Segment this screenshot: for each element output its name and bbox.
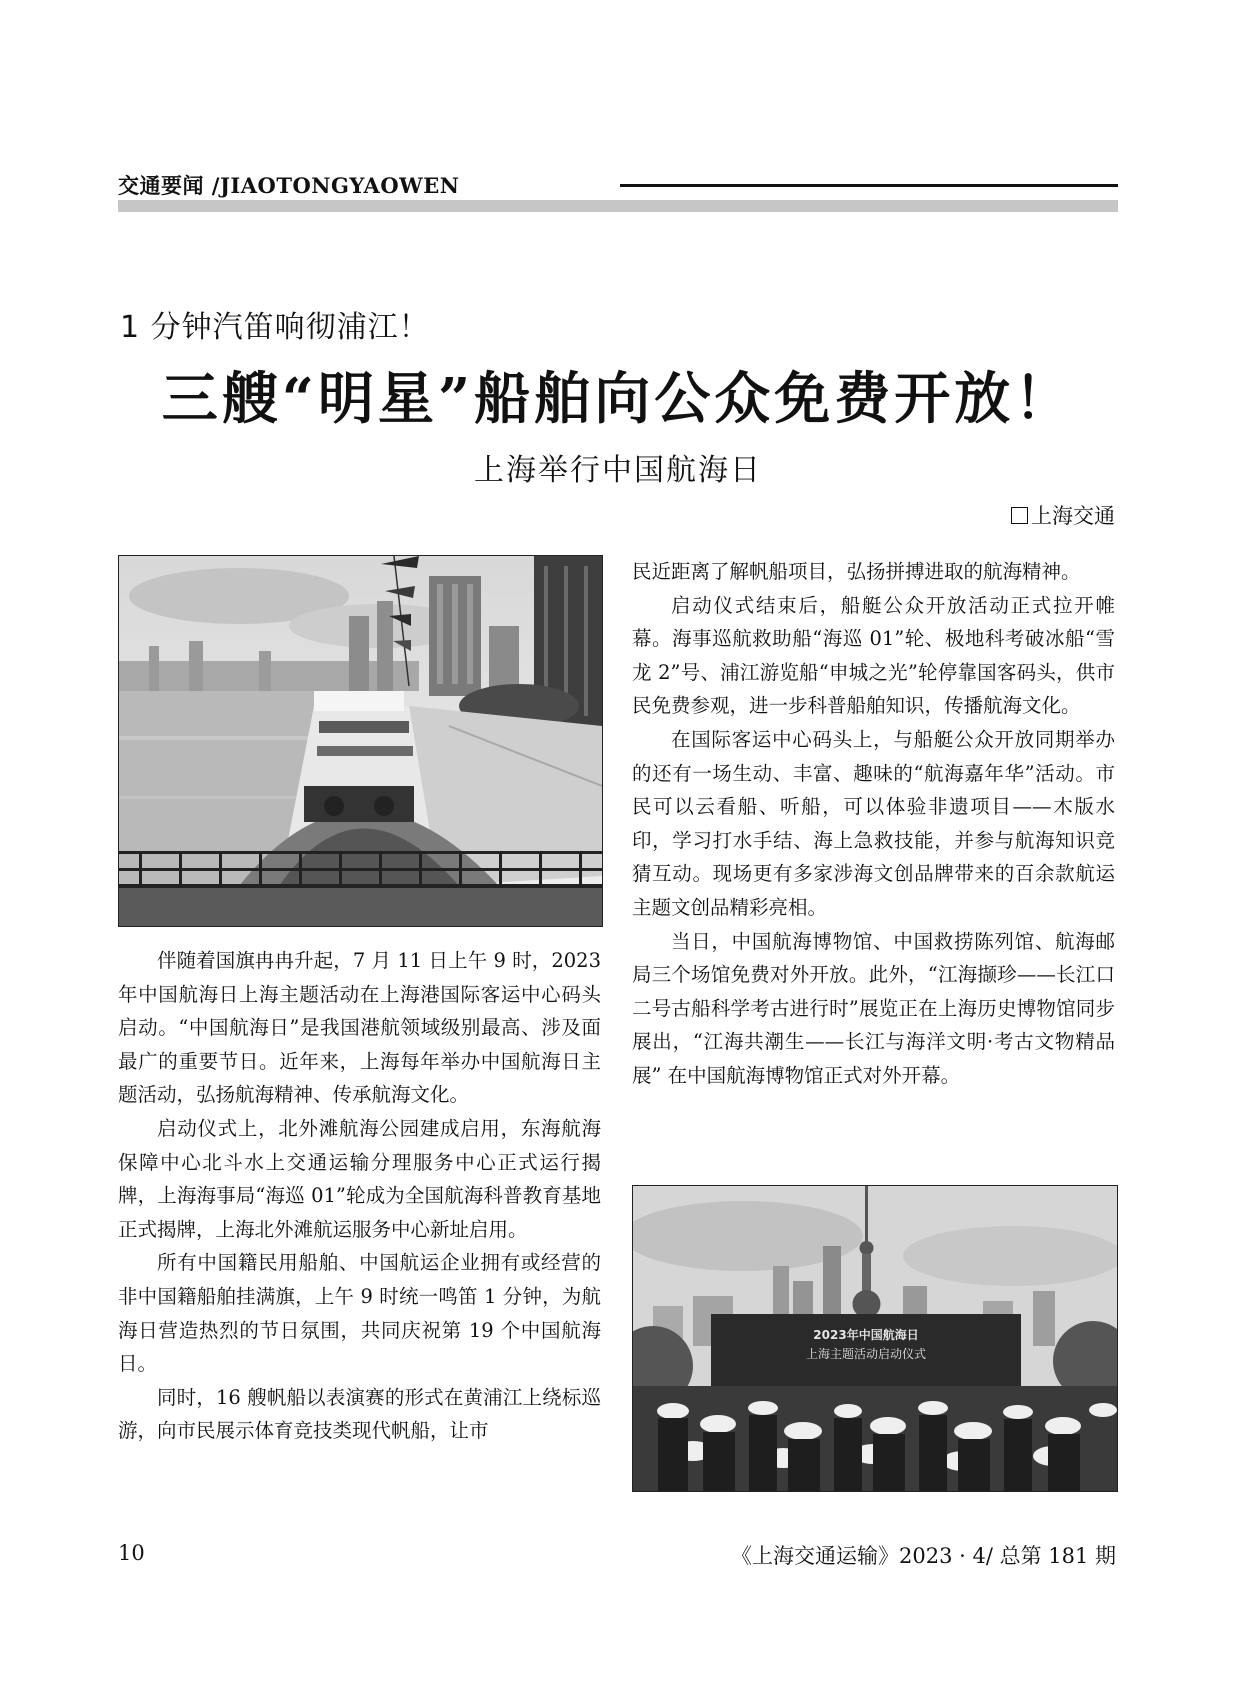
section-label: 交通要闻 /JIAOTONGYAOWEN	[118, 173, 460, 198]
paragraph: 当日，中国航海博物馆、中国救捞陈列馆、航海邮局三个场馆免费对外开放。此外，“江海撷珍——长江口二号古船科学考古进行时”展览正在上海历史博物馆同步展出，“江海共潮生——长江与海洋文明·考古文物精品展” 在中国航海博物馆正式对外开幕。	[632, 929, 1115, 1087]
ceremony-banner-line1: 2023年中国航海日	[813, 1328, 919, 1342]
article-body-right	[632, 555, 1115, 1093]
article-kicker: 1 分钟汽笛响彻浦江！	[120, 310, 430, 345]
article-subtitle: 上海举行中国航海日	[474, 453, 762, 488]
ceremony-photo	[632, 1185, 1118, 1492]
section-header	[118, 170, 1118, 196]
header-rule	[620, 184, 1118, 187]
ship-deck-photo	[118, 555, 603, 927]
paragraph: 伴随着国旗冉冉升起，7 月 11 日上午 9 时，2023 年中国航海日上海主题活动在上海港国际客运中心码头启动。“中国航海日”是我国港航领域级别最高、涉及面最广的重要节日。近年来，上海每年举办中国航海日主题活动，弘扬航海精神、传承航海文化。	[118, 949, 601, 1107]
byline-box-icon	[1011, 507, 1028, 524]
paragraph-continuation: 民近距离了解帆船项目，弘扬拼搏进取的航海精神。	[632, 560, 1081, 583]
article-body-left	[118, 944, 601, 1448]
paragraph: 启动仪式上，北外滩航海公园建成启用，东海航海保障中心北斗水上交通运输分理服务中心正式运行揭牌，上海海事局“海巡 01”轮成为全国航海科普教育基地正式揭牌，上海北外滩航运服务中心新址启用。	[118, 1116, 601, 1241]
paragraph: 同时，16 艘帆船以表演赛的形式在黄浦江上绕标巡游，向市民展示体育竞技类现代帆船，让市	[118, 1385, 601, 1443]
paragraph: 启动仪式结束后，船艇公众开放活动正式拉开帷幕。海事巡航救助船“海巡 01”轮、极地科考破冰船“雪龙 2”号、浦江游览船“申城之光”轮停靠国客码头，供市民免费参观，进一步科普船舶知识，传播航海文化。	[632, 593, 1115, 718]
header-band	[118, 200, 1118, 212]
byline-text: 上海交通	[1031, 504, 1115, 528]
article-byline	[1011, 500, 1115, 530]
paragraph: 所有中国籍民用船舶、中国航运企业拥有或经营的非中国籍船舶挂满旗，上午 9 时统一鸣笛 1 分钟，为航海日营造热烈的节日氛围，共同庆祝第 19 个中国航海日。	[118, 1251, 601, 1376]
article-headline: 三艘“明星”船舶向公众免费开放！	[161, 366, 1075, 432]
ceremony-banner-line2: 上海主题活动启动仪式	[805, 1347, 927, 1361]
paragraph: 在国际客运中心码头上，与船艇公众开放同期举办的还有一场生动、丰富、趣味的“航海嘉年华”活动。市民可以云看船、听船，可以体验非遗项目——木版水印，学习打水手结、海上急救技能，并参与航海知识竞猜互动。现场更有多家涉海文创品牌带来的百余款航运主题文创品精彩亮相。	[632, 727, 1115, 919]
page-number: 10	[118, 1541, 145, 1565]
footer-source: 《上海交通运输》2023 · 4/ 总第 181 期	[730, 1544, 1116, 1568]
